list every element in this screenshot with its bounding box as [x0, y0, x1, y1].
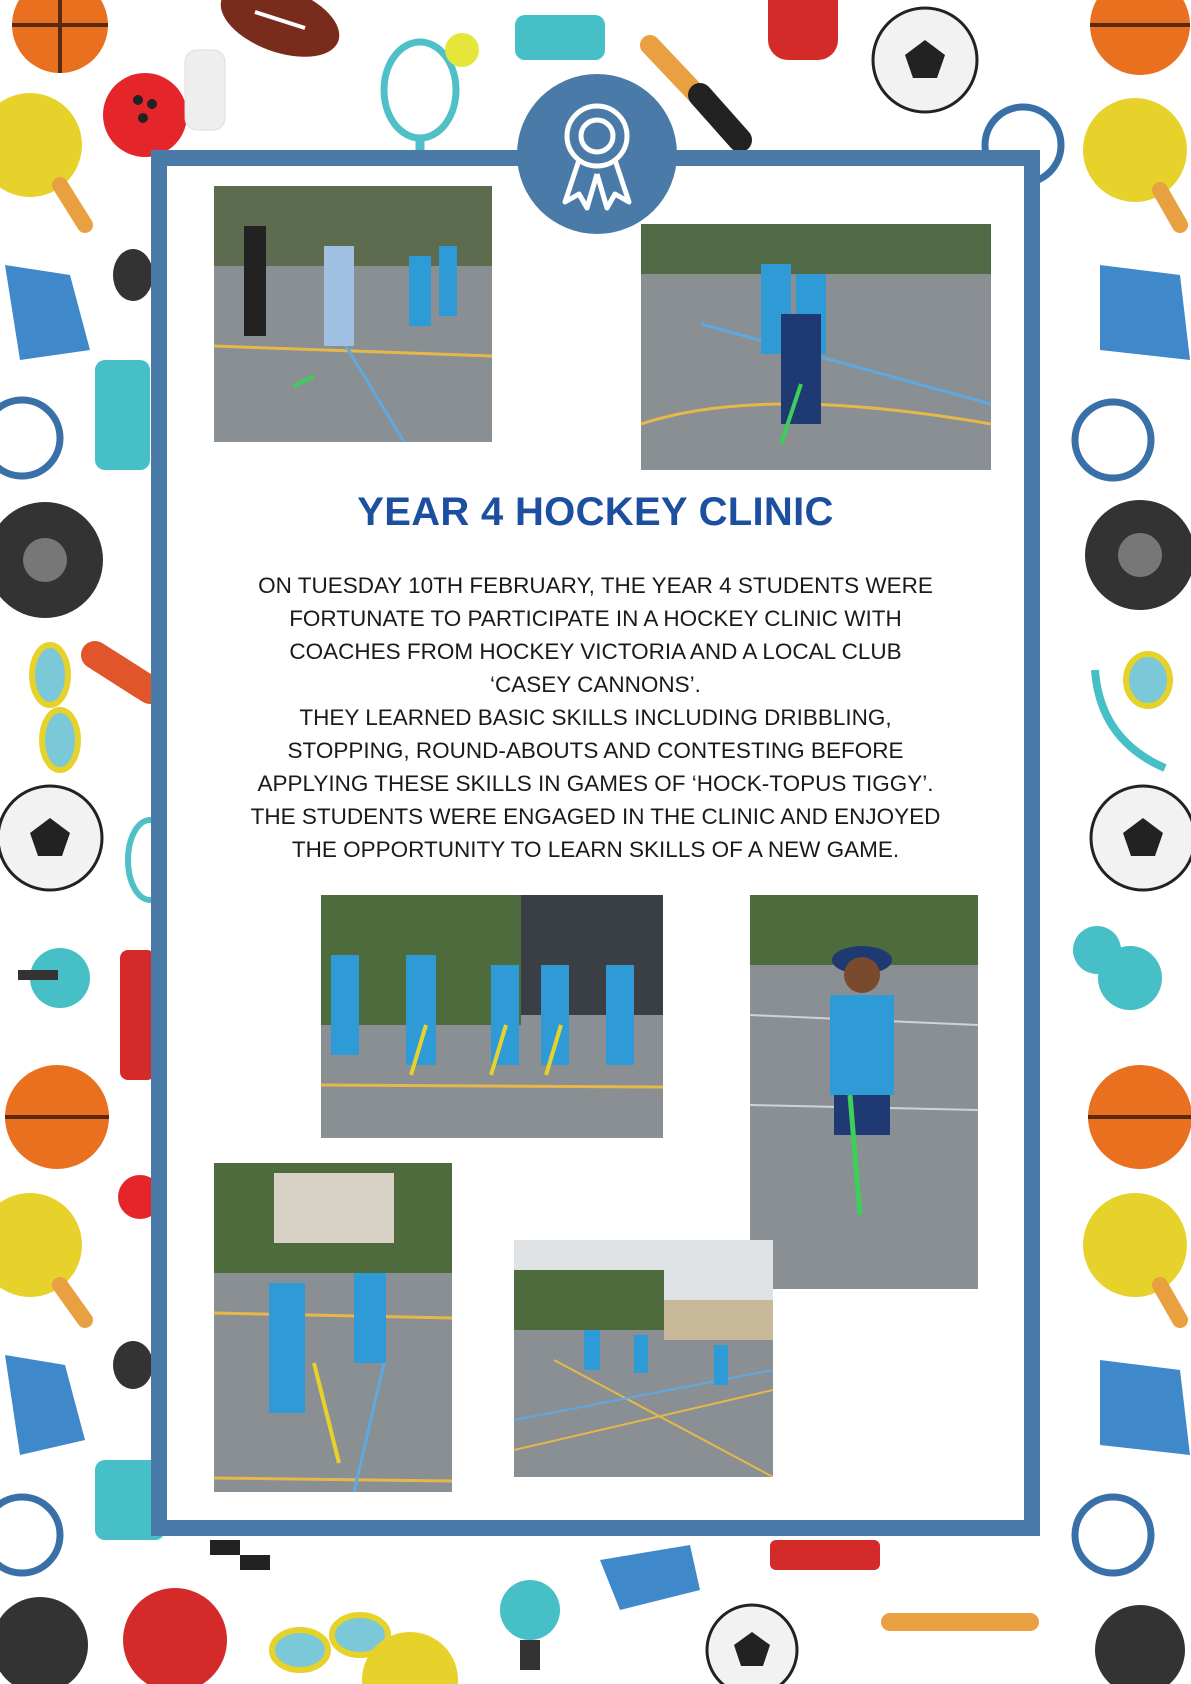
body-line: ON TUESDAY 10TH FEBRUARY, THE YEAR 4 STUDENTS WERE: [258, 573, 933, 598]
stopwatch-icon: [1075, 1497, 1151, 1573]
goggles-icon: [32, 645, 78, 770]
boxing-glove-icon: [120, 950, 155, 1080]
soccer-ball-icon: [0, 786, 102, 890]
ping-pong-paddle-icon: [1083, 98, 1187, 225]
kettlebell-icon: [0, 502, 103, 618]
award-ribbon-icon: [517, 74, 677, 234]
ping-pong-paddle-icon: [0, 1193, 85, 1320]
photo-students-dribbling: [641, 224, 991, 470]
chequered-flag-icon: [210, 1540, 270, 1570]
dumbbell-icon: [1073, 926, 1162, 1010]
bowling-ball-icon: [103, 73, 187, 157]
whistle-icon: [95, 360, 150, 470]
body-line: THEY LEARNED BASIC SKILLS INCLUDING DRIBBLING,: [299, 705, 892, 730]
hockey-puck-icon: [113, 1341, 153, 1389]
ping-pong-paddle-icon: [0, 93, 85, 225]
hockey-puck-icon: [113, 249, 153, 301]
stopwatch-icon: [1075, 402, 1151, 478]
basketball-icon: [1088, 1065, 1191, 1169]
ice-skate-icon: [5, 265, 90, 360]
body-line: THE OPPORTUNITY TO LEARN SKILLS OF A NEW GAME.: [291, 837, 900, 862]
photo-students-line-up: [321, 895, 663, 1138]
body-line: APPLYING THESE SKILLS IN GAMES OF ‘HOCK-TOPUS TIGGY’.: [257, 771, 934, 796]
whistle-icon: [515, 15, 605, 60]
basketball-icon: [5, 1065, 109, 1169]
ice-skate-icon: [1100, 265, 1190, 360]
boxing-glove-icon: [770, 1540, 880, 1570]
ice-skate-icon: [600, 1545, 700, 1610]
article-body: [220, 569, 971, 866]
photo-pair-practice: [214, 1163, 452, 1492]
soccer-ball-icon: [873, 8, 977, 112]
photo-coach-and-students: [214, 186, 492, 442]
boxing-glove-icon: [768, 0, 838, 60]
soccer-ball-icon: [1091, 786, 1191, 890]
award-badge: [517, 74, 677, 234]
kettlebell-icon: [1085, 500, 1191, 610]
dumbbell-icon: [500, 1580, 560, 1670]
body-line: STOPPING, ROUND-ABOUTS AND CONTESTING BEFORE: [287, 738, 904, 763]
dumbbell-icon: [18, 948, 90, 1008]
kettlebell-icon: [0, 1597, 88, 1684]
water-bottle-icon: [185, 50, 225, 130]
stopwatch-icon: [0, 400, 60, 476]
kettlebell-icon: [1095, 1605, 1185, 1684]
ping-pong-paddle-icon: [1083, 1193, 1187, 1320]
photo-full-court-game: [514, 1240, 773, 1477]
basketball-icon: [12, 0, 108, 73]
body-line: ‘CASEY CANNONS’.: [490, 672, 701, 697]
ice-skate-icon: [5, 1355, 85, 1455]
article-title: YEAR 4 HOCKEY CLINIC: [357, 490, 834, 534]
boxing-glove-icon: [123, 1588, 227, 1684]
football-icon: [211, 0, 349, 71]
photo-student-portrait: [750, 895, 978, 1289]
goggles-icon: [1095, 654, 1170, 768]
baseball-bat-icon: [95, 655, 150, 690]
body-line: THE STUDENTS WERE ENGAGED IN THE CLINIC AND ENJOYED: [250, 804, 941, 829]
soccer-ball-icon: [707, 1605, 797, 1684]
basketball-icon: [1090, 0, 1190, 75]
stopwatch-icon: [0, 1497, 60, 1573]
ice-skate-icon: [1100, 1360, 1190, 1455]
body-line: FORTUNATE TO PARTICIPATE IN A HOCKEY CLINIC WITH: [289, 606, 902, 631]
body-line: COACHES FROM HOCKEY VICTORIA AND A LOCAL CLUB: [289, 639, 902, 664]
